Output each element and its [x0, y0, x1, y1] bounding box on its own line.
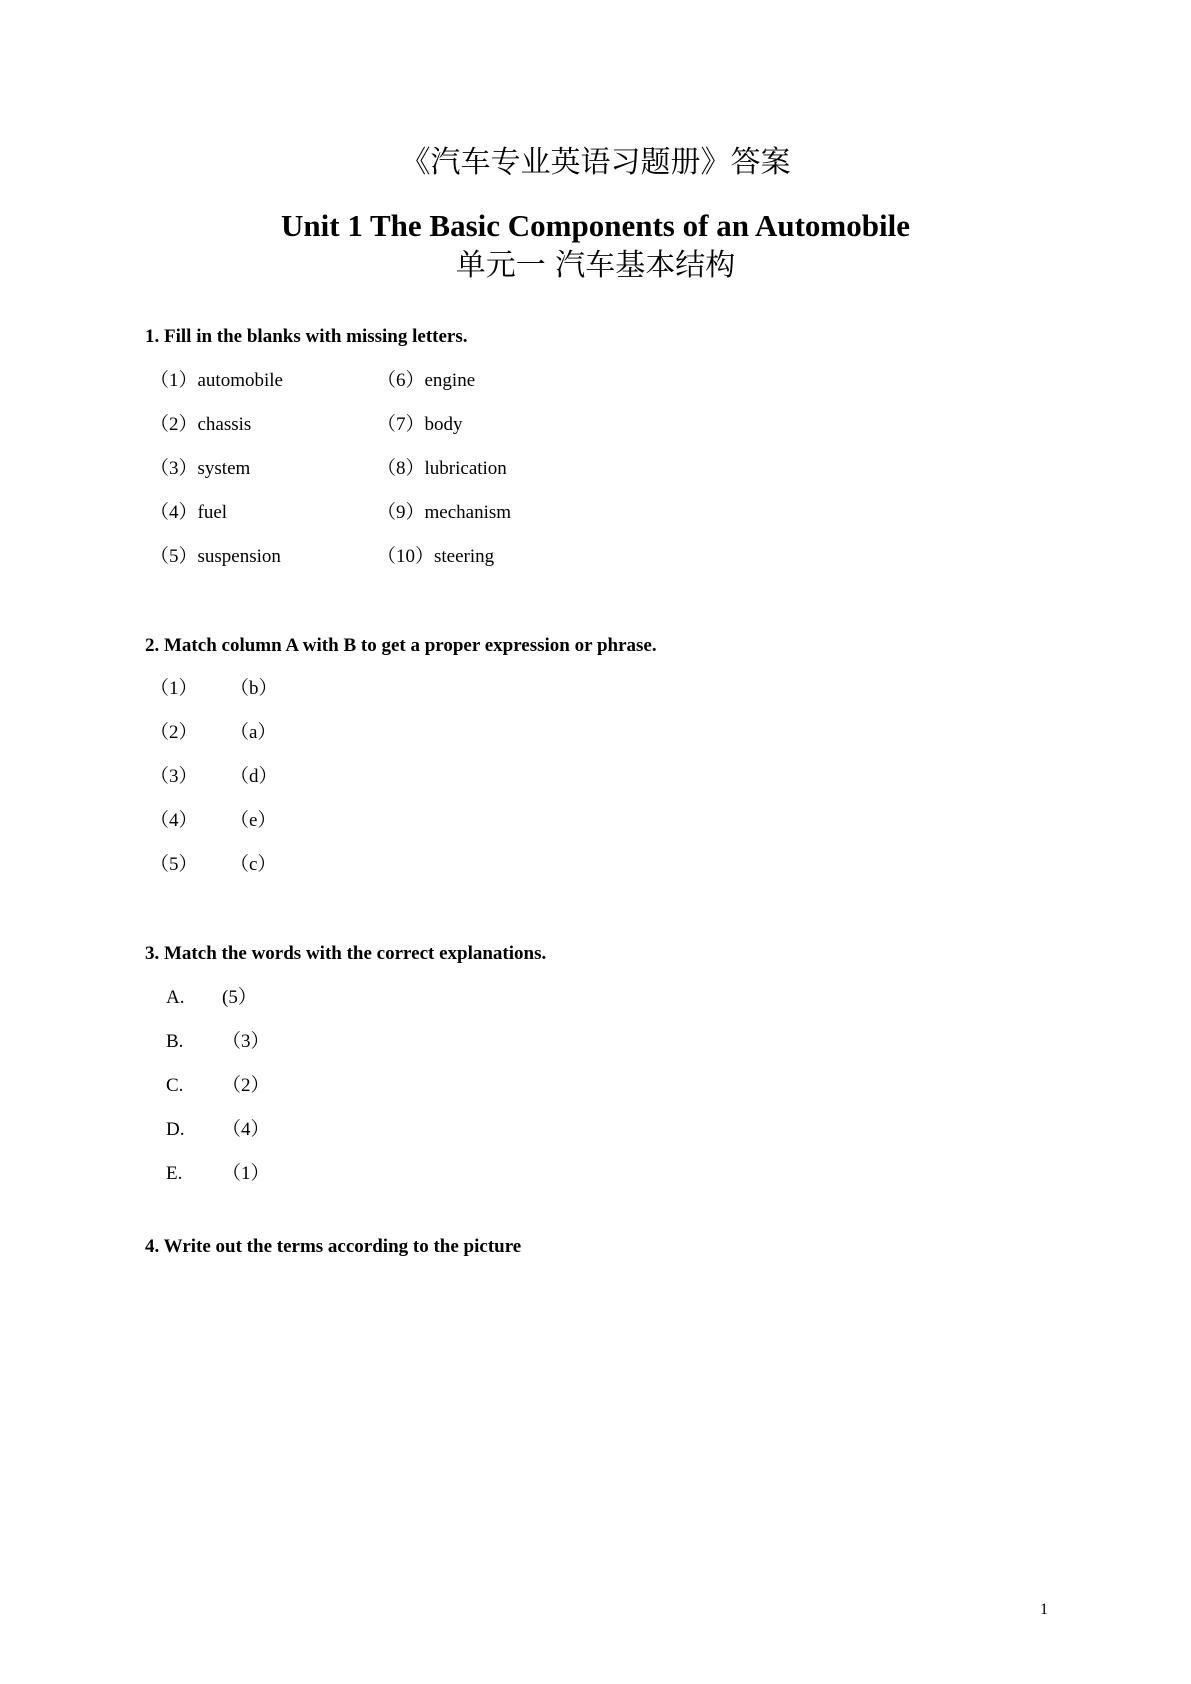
- answer-item: （5）suspension: [150, 546, 281, 567]
- answer-item: （10）steering: [377, 546, 495, 567]
- explanation-answer: （3）: [222, 1031, 270, 1052]
- match-answer: （e）: [230, 810, 277, 831]
- explanation-answer: （4）: [222, 1119, 270, 1140]
- match-answer: （a）: [230, 722, 277, 743]
- section-2-heading: 2. Match column A with B to get a proper expression or phrase.: [145, 635, 657, 656]
- answer-item: （2）chassis: [150, 414, 252, 435]
- match-answer: （c）: [230, 854, 277, 875]
- explanation-letter: E.: [166, 1163, 183, 1184]
- explanation-answer: （2）: [222, 1075, 270, 1096]
- answer-item: （4）fuel: [150, 502, 228, 523]
- explanation-letter: C.: [166, 1075, 184, 1096]
- answer-item: （3）system: [150, 458, 251, 479]
- match-number: （2）: [150, 722, 198, 743]
- answer-item: （6）engine: [377, 370, 476, 391]
- answer-item: （9）mechanism: [377, 502, 512, 523]
- match-answer: （d）: [230, 766, 278, 787]
- section-4-heading: 4. Write out the terms according to the picture: [145, 1236, 522, 1257]
- answer-item: （7）body: [377, 414, 463, 435]
- answer-item: （8）lubrication: [377, 458, 507, 479]
- page-number: 1: [1040, 1601, 1048, 1618]
- explanation-letter: B.: [166, 1031, 184, 1052]
- section-1-heading: 1. Fill in the blanks with missing letters.: [145, 326, 468, 347]
- match-answer: （b）: [230, 678, 278, 699]
- match-number: （5）: [150, 854, 198, 875]
- section-3-heading: 3. Match the words with the correct explanations.: [145, 943, 547, 964]
- explanation-answer: （1）: [222, 1163, 270, 1184]
- explanation-letter: A.: [166, 987, 185, 1008]
- unit-subtitle: 单元一 汽车基本结构: [455, 248, 736, 283]
- match-number: （4）: [150, 810, 198, 831]
- match-number: （3）: [150, 766, 198, 787]
- document-title: 《汽车专业英语习题册》答案: [400, 145, 791, 180]
- unit-title: Unit 1 The Basic Components of an Automobile: [281, 208, 910, 243]
- match-number: （1）: [150, 678, 198, 699]
- explanation-answer: (5）: [222, 987, 257, 1008]
- answer-item: （1）automobile: [150, 370, 283, 391]
- explanation-letter: D.: [166, 1119, 185, 1140]
